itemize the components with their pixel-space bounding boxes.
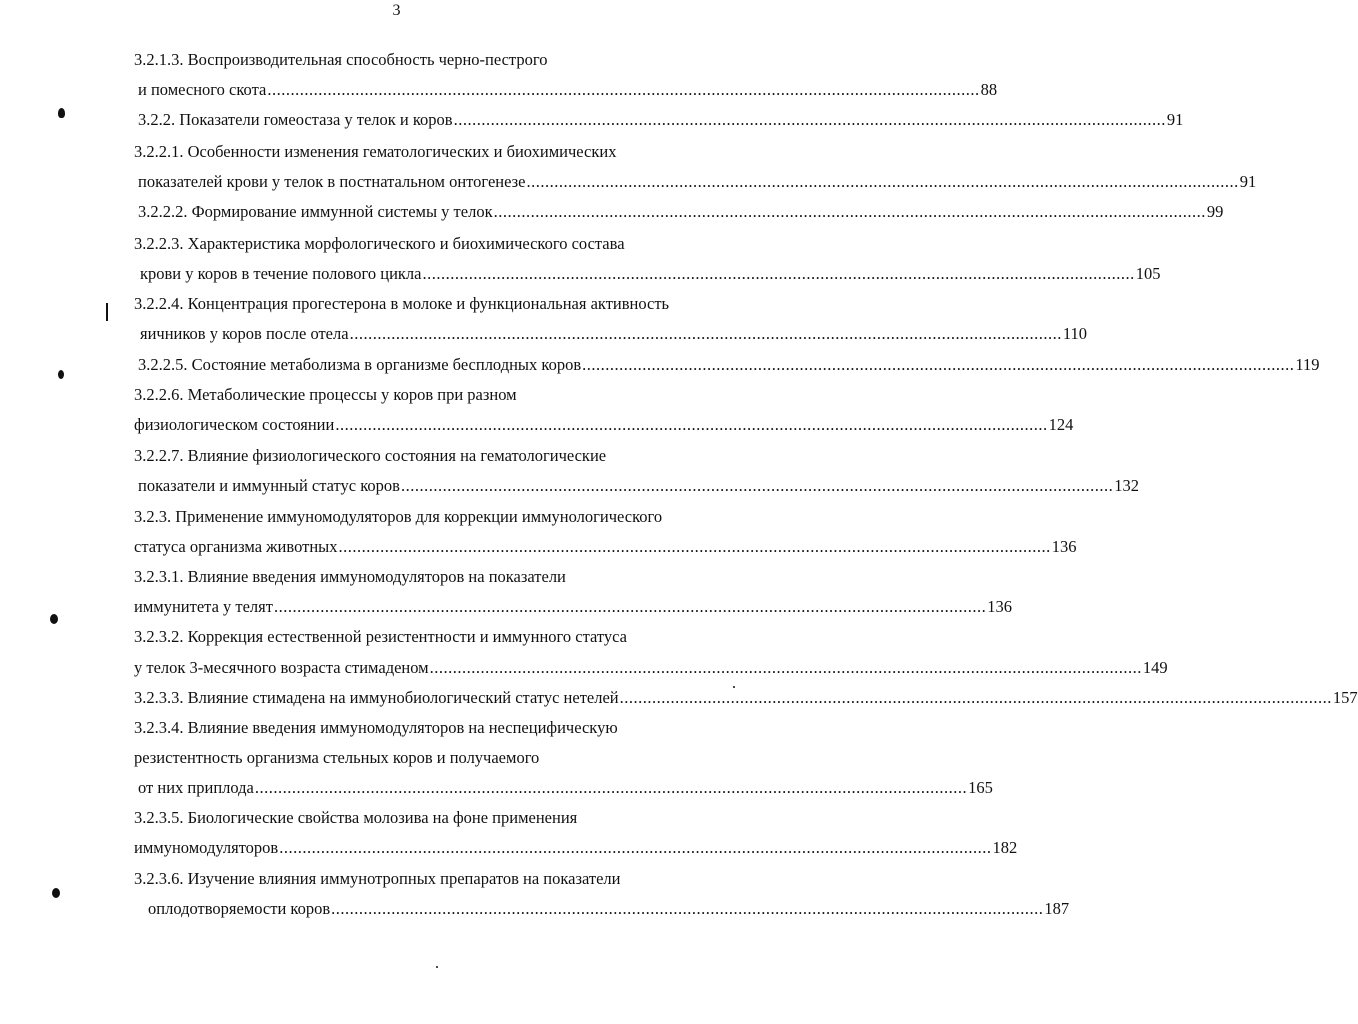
scan-artifact-dot — [436, 966, 438, 968]
toc-entry-3-2-2-4-line-2[interactable] — [140, 324, 1087, 344]
toc-page-number: 105 — [1135, 264, 1161, 283]
toc-entry-3-2-2-3-line-1: 3.2.2.3. Характеристика морфологического и биохимического состава — [134, 234, 625, 253]
toc-entry-3-2-2-5[interactable] — [138, 355, 1320, 375]
toc-entry-text: и помесного скота — [138, 80, 267, 99]
toc-page-number: 136 — [1051, 537, 1077, 556]
toc-entry-text: показателей крови у телок в постнатальном онтогенезе — [138, 172, 526, 191]
dot-leader: .......................................................................................................................................................... — [582, 355, 1295, 374]
toc-entry-3-2-3-4-line-3[interactable] — [138, 778, 993, 798]
toc-entry-3-2-3-2-line-2[interactable] — [134, 658, 1168, 678]
toc-entry-3-2-3-1-line-1: 3.2.3.1. Влияние введения иммуномодуляторов на показатели — [134, 567, 566, 586]
toc-entry-text: оплодотворяемости коров — [148, 899, 331, 918]
toc-entry-3-2-2-3-line-2[interactable] — [140, 264, 1161, 284]
toc-page-number: 182 — [992, 838, 1018, 857]
scan-artifact-dot — [733, 686, 735, 688]
scan-artifact-mark — [50, 614, 58, 624]
toc-entry-3-2-3-1-line-2[interactable] — [134, 597, 1012, 617]
toc-entry-3-2-3-5-line-2[interactable] — [134, 838, 1018, 858]
dot-leader: .......................................................................................................................................................... — [267, 80, 980, 99]
toc-page-number: 165 — [968, 778, 993, 797]
toc-entry-3-2-3-4-line-1: 3.2.3.4. Влияние введения иммуномодуляторов на неспецифическую — [134, 718, 618, 737]
dot-leader: .......................................................................................................................................................... — [400, 476, 1114, 495]
dot-leader: .......................................................................................................................................................... — [335, 415, 1048, 434]
toc-entry-text: 3.2.2. Показатели гомеостаза у телок и коров — [138, 110, 453, 129]
dot-leader: .......................................................................................................................................................... — [349, 324, 1062, 343]
toc-entry-3-2-2-6-line-1: 3.2.2.6. Метаболические процессы у коров при разном — [134, 385, 517, 404]
dot-leader: .......................................................................................................................................................... — [273, 597, 987, 616]
page-number: 3 — [392, 2, 401, 19]
toc-entry-text: иммунитета у телят — [134, 597, 273, 616]
dot-leader: .......................................................................................................................................................... — [331, 899, 1044, 918]
toc-entry-3-2-3-6-line-2[interactable] — [148, 899, 1070, 919]
toc-entry-3-2-2[interactable] — [138, 110, 1184, 130]
toc-page-number: 88 — [980, 80, 998, 99]
toc-entry-3-2-2-4-line-1: 3.2.2.4. Концентрация прогестерона в молоке и функциональная активность — [134, 294, 670, 313]
toc-entry-3-2-3-6-line-1: 3.2.3.6. Изучение влияния иммунотропных препаратов на показатели — [134, 869, 621, 888]
scan-artifact-mark — [52, 888, 60, 898]
toc-entry-text: 3.2.3.3. Влияние стимадена на иммунобиологический статус нетелей — [134, 688, 619, 707]
dot-leader: .......................................................................................................................................................... — [254, 778, 968, 797]
toc-entry-3-2-2-6-line-2[interactable] — [134, 415, 1074, 435]
toc-entry-3-2-3-2-line-1: 3.2.3.2. Коррекция естественной резистентности и иммунного статуса — [134, 627, 627, 646]
dot-leader: .......................................................................................................................................................... — [619, 688, 1332, 707]
scan-artifact-mark — [106, 303, 108, 321]
toc-entry-3-2-2-7-line-2[interactable] — [138, 476, 1139, 496]
toc-entry-text: физиологическом состоянии — [134, 415, 335, 434]
toc-page-number: 91 — [1239, 172, 1257, 191]
toc-entry-3-2-1-3-line-2[interactable] — [138, 80, 998, 100]
toc-page-number: 136 — [987, 597, 1012, 616]
dot-leader: .......................................................................................................................................................... — [279, 838, 992, 857]
toc-entry-text: иммуномодуляторов — [134, 838, 279, 857]
toc-page-number: 132 — [1114, 476, 1139, 495]
toc-page-number: 157 — [1332, 688, 1358, 707]
toc-entry-text: яичников у коров после отела — [140, 324, 349, 343]
toc-page-number: 119 — [1295, 355, 1320, 374]
toc-entry-text: у телок 3-месячного возраста стимаденом — [134, 658, 429, 677]
toc-entry-text: 3.2.2.2. Формирование иммунной системы у телок — [138, 202, 493, 221]
dot-leader: .......................................................................................................................................................... — [338, 537, 1051, 556]
toc-entry-text: 3.2.2.5. Состояние метаболизма в организме бесплодных коров — [138, 355, 582, 374]
toc-entry-text: крови у коров в течение полового цикла — [140, 264, 422, 283]
toc-entry-text: статуса организма животных — [134, 537, 338, 556]
dot-leader: .......................................................................................................................................................... — [526, 172, 1239, 191]
toc-page-number: 99 — [1206, 202, 1224, 221]
toc-entry-3-2-3-3[interactable] — [134, 688, 1358, 708]
toc-entry-3-2-1-3-line-1: 3.2.1.3. Воспроизводительная способность черно-пестрого — [134, 50, 548, 69]
toc-page-number: 110 — [1062, 324, 1087, 343]
dot-leader: .......................................................................................................................................................... — [453, 110, 1166, 129]
toc-entry-3-2-3-line-2[interactable] — [134, 537, 1077, 557]
dot-leader: .......................................................................................................................................................... — [429, 658, 1142, 677]
toc-entry-3-2-3-line-1: 3.2.3. Применение иммуномодуляторов для коррекции иммунологического — [134, 507, 663, 526]
toc-page-number: 124 — [1048, 415, 1074, 434]
dot-leader: .......................................................................................................................................................... — [493, 202, 1206, 221]
toc-page-number: 149 — [1142, 658, 1168, 677]
toc-entry-3-2-2-7-line-1: 3.2.2.7. Влияние физиологического состояния на гематологические — [134, 446, 607, 465]
toc-page-number: 187 — [1044, 899, 1070, 918]
dot-leader: .......................................................................................................................................................... — [422, 264, 1135, 283]
toc-entry-3-2-3-5-line-1: 3.2.3.5. Биологические свойства молозива на фоне применения — [134, 808, 578, 827]
scan-artifact-mark — [58, 370, 64, 379]
toc-entry-text: показатели и иммунный статус коров — [138, 476, 400, 495]
toc-entry-3-2-2-1-line-2[interactable] — [138, 172, 1257, 192]
scan-artifact-mark — [58, 108, 65, 118]
toc-entry-3-2-2-1-line-1: 3.2.2.1. Особенности изменения гематологических и биохимических — [134, 142, 617, 161]
toc-page-number: 91 — [1166, 110, 1184, 129]
toc-entry-text: от них приплода — [138, 778, 254, 797]
toc-entry-3-2-3-4-line-2: резистентность организма стельных коров и получаемого — [134, 748, 540, 767]
toc-entry-3-2-2-2[interactable] — [138, 202, 1224, 222]
